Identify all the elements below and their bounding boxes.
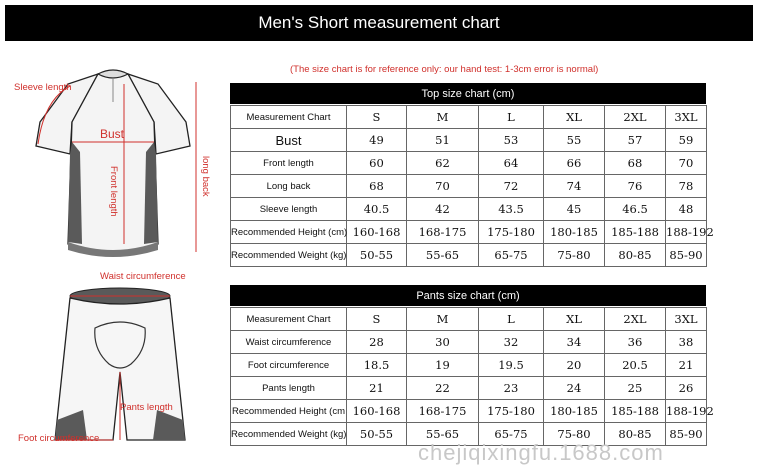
row-label: Recommended Weight (kg): [231, 244, 347, 267]
row-label: Pants length: [231, 377, 347, 400]
table-row: [231, 354, 707, 377]
row-label: Waist circumference: [231, 331, 347, 354]
table-row: [231, 129, 707, 152]
table-cell: 28: [347, 331, 407, 354]
table-cell: 175-180: [479, 221, 544, 244]
table-cell: 36: [605, 331, 666, 354]
size-header: M: [407, 308, 479, 331]
table-cell: 48: [666, 198, 707, 221]
table-cell: 57: [605, 129, 666, 152]
table-cell: 53: [479, 129, 544, 152]
page-title: Men's Short measurement chart: [5, 5, 753, 41]
top-size-table: [230, 105, 714, 267]
table-cell: 160-168: [347, 400, 407, 423]
table-cell: 185-188: [605, 221, 666, 244]
table-row: [231, 377, 707, 400]
pants-table-title: Pants size chart (cm): [230, 285, 706, 306]
table-cell: 38: [666, 331, 707, 354]
table-cell: 188-192: [666, 400, 707, 423]
table-cell: 168-175: [407, 400, 479, 423]
long-back-label: long back: [200, 156, 211, 197]
table-cell: 160-168: [347, 221, 407, 244]
size-header: M: [407, 106, 479, 129]
table-row: [231, 175, 707, 198]
table-cell: 34: [544, 331, 605, 354]
size-header: XL: [544, 106, 605, 129]
pants-size-table: [230, 307, 714, 446]
table-cell: 25: [605, 377, 666, 400]
table-cell: 75-80: [544, 244, 605, 267]
table-cell: 80-85: [605, 244, 666, 267]
table-cell: 180-185: [544, 221, 605, 244]
table-row: [231, 244, 707, 267]
table-cell: 85-90: [666, 244, 707, 267]
table-header-row: [231, 308, 707, 331]
table-cell: 70: [666, 152, 707, 175]
shorts-illustration: [45, 280, 195, 450]
size-header: L: [479, 308, 544, 331]
table-cell: 50-55: [347, 244, 407, 267]
table-cell: 19: [407, 354, 479, 377]
row-label: Foot circumference: [231, 354, 347, 377]
table-cell: 65-75: [479, 423, 544, 446]
table-cell: 42: [407, 198, 479, 221]
size-header: S: [347, 106, 407, 129]
table-cell: 32: [479, 331, 544, 354]
table-cell: 65-75: [479, 244, 544, 267]
watermark: chejiqixingfu.1688.com: [418, 440, 664, 465]
table-cell: 30: [407, 331, 479, 354]
row-label: Sleeve length: [231, 198, 347, 221]
table-cell: 20: [544, 354, 605, 377]
table-cell: 50-55: [347, 423, 407, 446]
table-cell: 24: [544, 377, 605, 400]
sleeve-length-label: Sleeve length: [14, 82, 72, 93]
table-cell: 22: [407, 377, 479, 400]
table-cell: 46.5: [605, 198, 666, 221]
table-cell: 80-85: [605, 423, 666, 446]
table-cell: 188-192: [666, 221, 707, 244]
table-header-row: [231, 106, 707, 129]
table-cell: 59: [666, 129, 707, 152]
table-cell: 70: [407, 175, 479, 198]
table-cell: 85-90: [666, 423, 707, 446]
table-cell: 40.5: [347, 198, 407, 221]
table-cell: 76: [605, 175, 666, 198]
pants-length-label: Pants length: [120, 402, 173, 413]
size-header: L: [479, 106, 544, 129]
size-header: 3XL: [666, 106, 707, 129]
table-cell: 175-180: [479, 400, 544, 423]
table-cell: 168-175: [407, 221, 479, 244]
front-length-label: Front length: [108, 166, 119, 217]
top-table-title: Top size chart (cm): [230, 83, 706, 104]
table-cell: 68: [347, 175, 407, 198]
row-label: Recommended Height (cm): [231, 221, 347, 244]
table-cell: 43.5: [479, 198, 544, 221]
row-label: Recommended Height (cm: [231, 400, 347, 423]
size-header: 2XL: [605, 308, 666, 331]
table-cell: 74: [544, 175, 605, 198]
table-cell: 72: [479, 175, 544, 198]
row-label: Recommended Weight (kg): [231, 423, 347, 446]
waist-circumference-label: Waist circumference: [100, 271, 186, 282]
table-cell: 45: [544, 198, 605, 221]
table-cell: 75-80: [544, 423, 605, 446]
row-label: Front length: [231, 152, 347, 175]
table-cell: 19.5: [479, 354, 544, 377]
table-cell: 62: [407, 152, 479, 175]
table-cell: 26: [666, 377, 707, 400]
bust-label: Bust: [100, 127, 125, 141]
table-cell: 49: [347, 129, 407, 152]
table-cell: 78: [666, 175, 707, 198]
table-row: [231, 331, 707, 354]
table-cell: 68: [605, 152, 666, 175]
reference-note: (The size chart is for reference only: our hand test: 1-3cm error is normal): [290, 64, 599, 75]
measurement-header-label: Measurement Chart: [231, 106, 347, 129]
table-cell: 55-65: [407, 244, 479, 267]
table-row: [231, 198, 707, 221]
size-header: 2XL: [605, 106, 666, 129]
table-cell: 23: [479, 377, 544, 400]
table-cell: 55-65: [407, 423, 479, 446]
row-label: Long back: [231, 175, 347, 198]
measurement-header-label: Measurement Chart: [231, 308, 347, 331]
table-cell: 55: [544, 129, 605, 152]
table-cell: 21: [347, 377, 407, 400]
table-cell: 64: [479, 152, 544, 175]
table-cell: 51: [407, 129, 479, 152]
size-header: XL: [544, 308, 605, 331]
table-cell: 185-188: [605, 400, 666, 423]
table-cell: 18.5: [347, 354, 407, 377]
table-cell: 20.5: [605, 354, 666, 377]
foot-circumference-label: Foot circumference: [18, 433, 100, 444]
table-cell: 180-185: [544, 400, 605, 423]
table-row: [231, 152, 707, 175]
table-row: [231, 221, 707, 244]
table-row: [231, 400, 707, 423]
row-label: Bust: [231, 129, 347, 152]
size-header: S: [347, 308, 407, 331]
table-cell: 60: [347, 152, 407, 175]
table-cell: 66: [544, 152, 605, 175]
table-cell: 21: [666, 354, 707, 377]
size-header: 3XL: [666, 308, 707, 331]
